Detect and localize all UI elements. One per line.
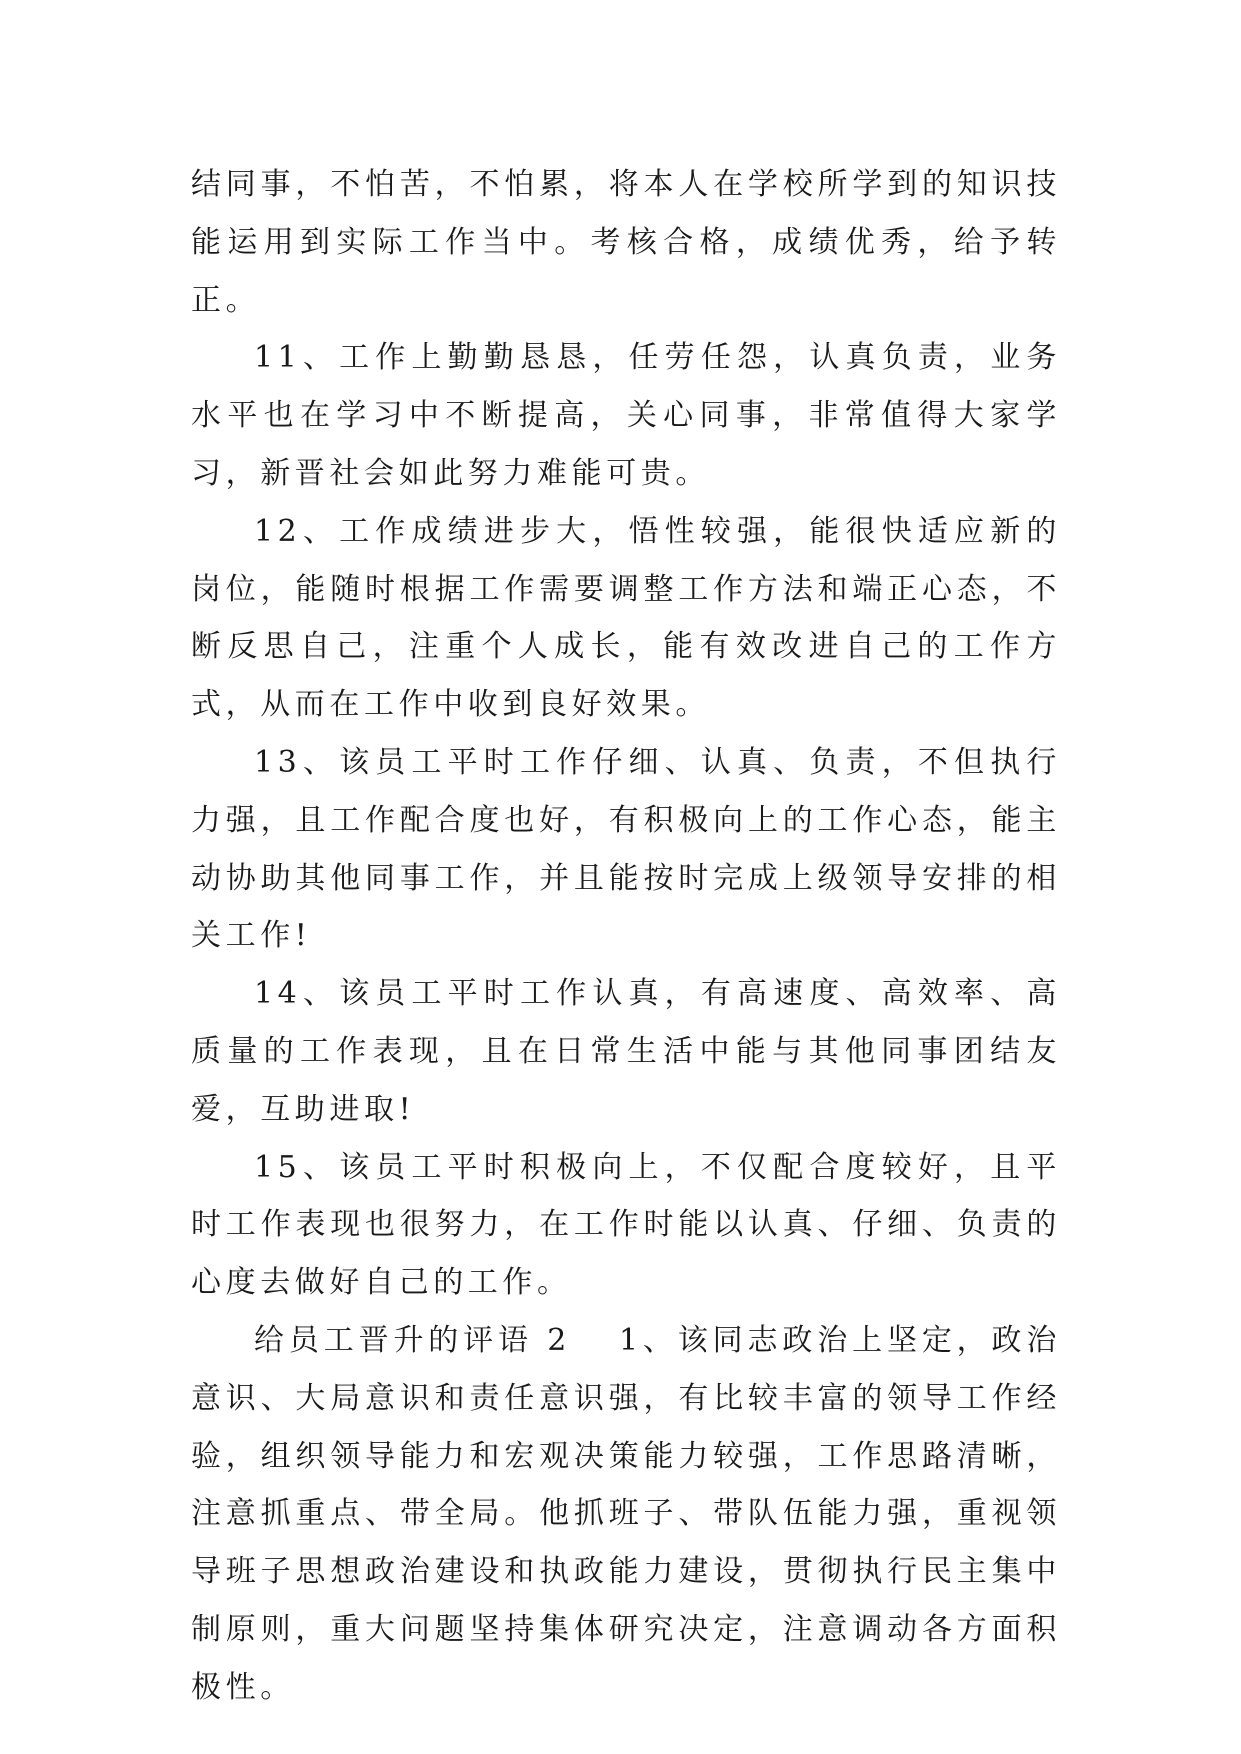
paragraph-item-12: 12、工作成绩进步大，悟性较强，能很快适应新的岗位，能随时根据工作需要调整工作方法和端正心态，不断反思自己，注重个人成长，能有效改进自己的工作方式，从而在工作中收到良好效果。 xyxy=(191,513,1061,723)
paragraph-item-13: 13、该员工平时工作仔细、认真、负责，不但执行力强，且工作配合度也好，有积极向上的工作心态，能主动协助其他同事工作，并且能按时完成上级领导安排的相关工作! xyxy=(191,744,1061,954)
paragraph-item-15: 15、该员工平时积极向上，不仅配合度较好，且平时工作表现也很努力，在工作时能以认真、仔细、负责的心度去做好自己的工作。 xyxy=(191,1149,1061,1301)
document-body xyxy=(191,156,1061,1717)
paragraph-item-11: 11、工作上勤勤恳恳，任劳任怨，认真负责，业务水平也在学习中不断提高，关心同事，非常值得大家学习，新晋社会如此努力难能可贵。 xyxy=(191,340,1061,491)
section-2-heading: 给员工晋升的评语 2 xyxy=(254,1322,571,1358)
section-2-paragraph xyxy=(191,1312,1061,1717)
paragraph-continuation: 结同事，不怕苦，不怕累，将本人在学校所学到的知识技能运用到实际工作当中。考核合格，成绩优秀，给予转正。 xyxy=(191,167,1061,318)
paragraph-item-14: 14、该员工平时工作认真，有高速度、高效率、高质量的工作表现，且在日常生活中能与其他同事团结友爱，互助进取! xyxy=(191,976,1061,1127)
section-2-item-1: 1、该同志政治上坚定，政治意识、大局意识和责任意识强，有比较丰富的领导工作经验，组织领导能力和宏观决策能力较强，工作思路清晰，注意抓重点、带全局。他抓班子、带队伍能力强，重视领导班子思想政治建设和执政能力建设，贯彻执行民主集中制原则，重大问题坚持集体研究决定，注意调动各方面积极性。 xyxy=(191,1322,1062,1705)
